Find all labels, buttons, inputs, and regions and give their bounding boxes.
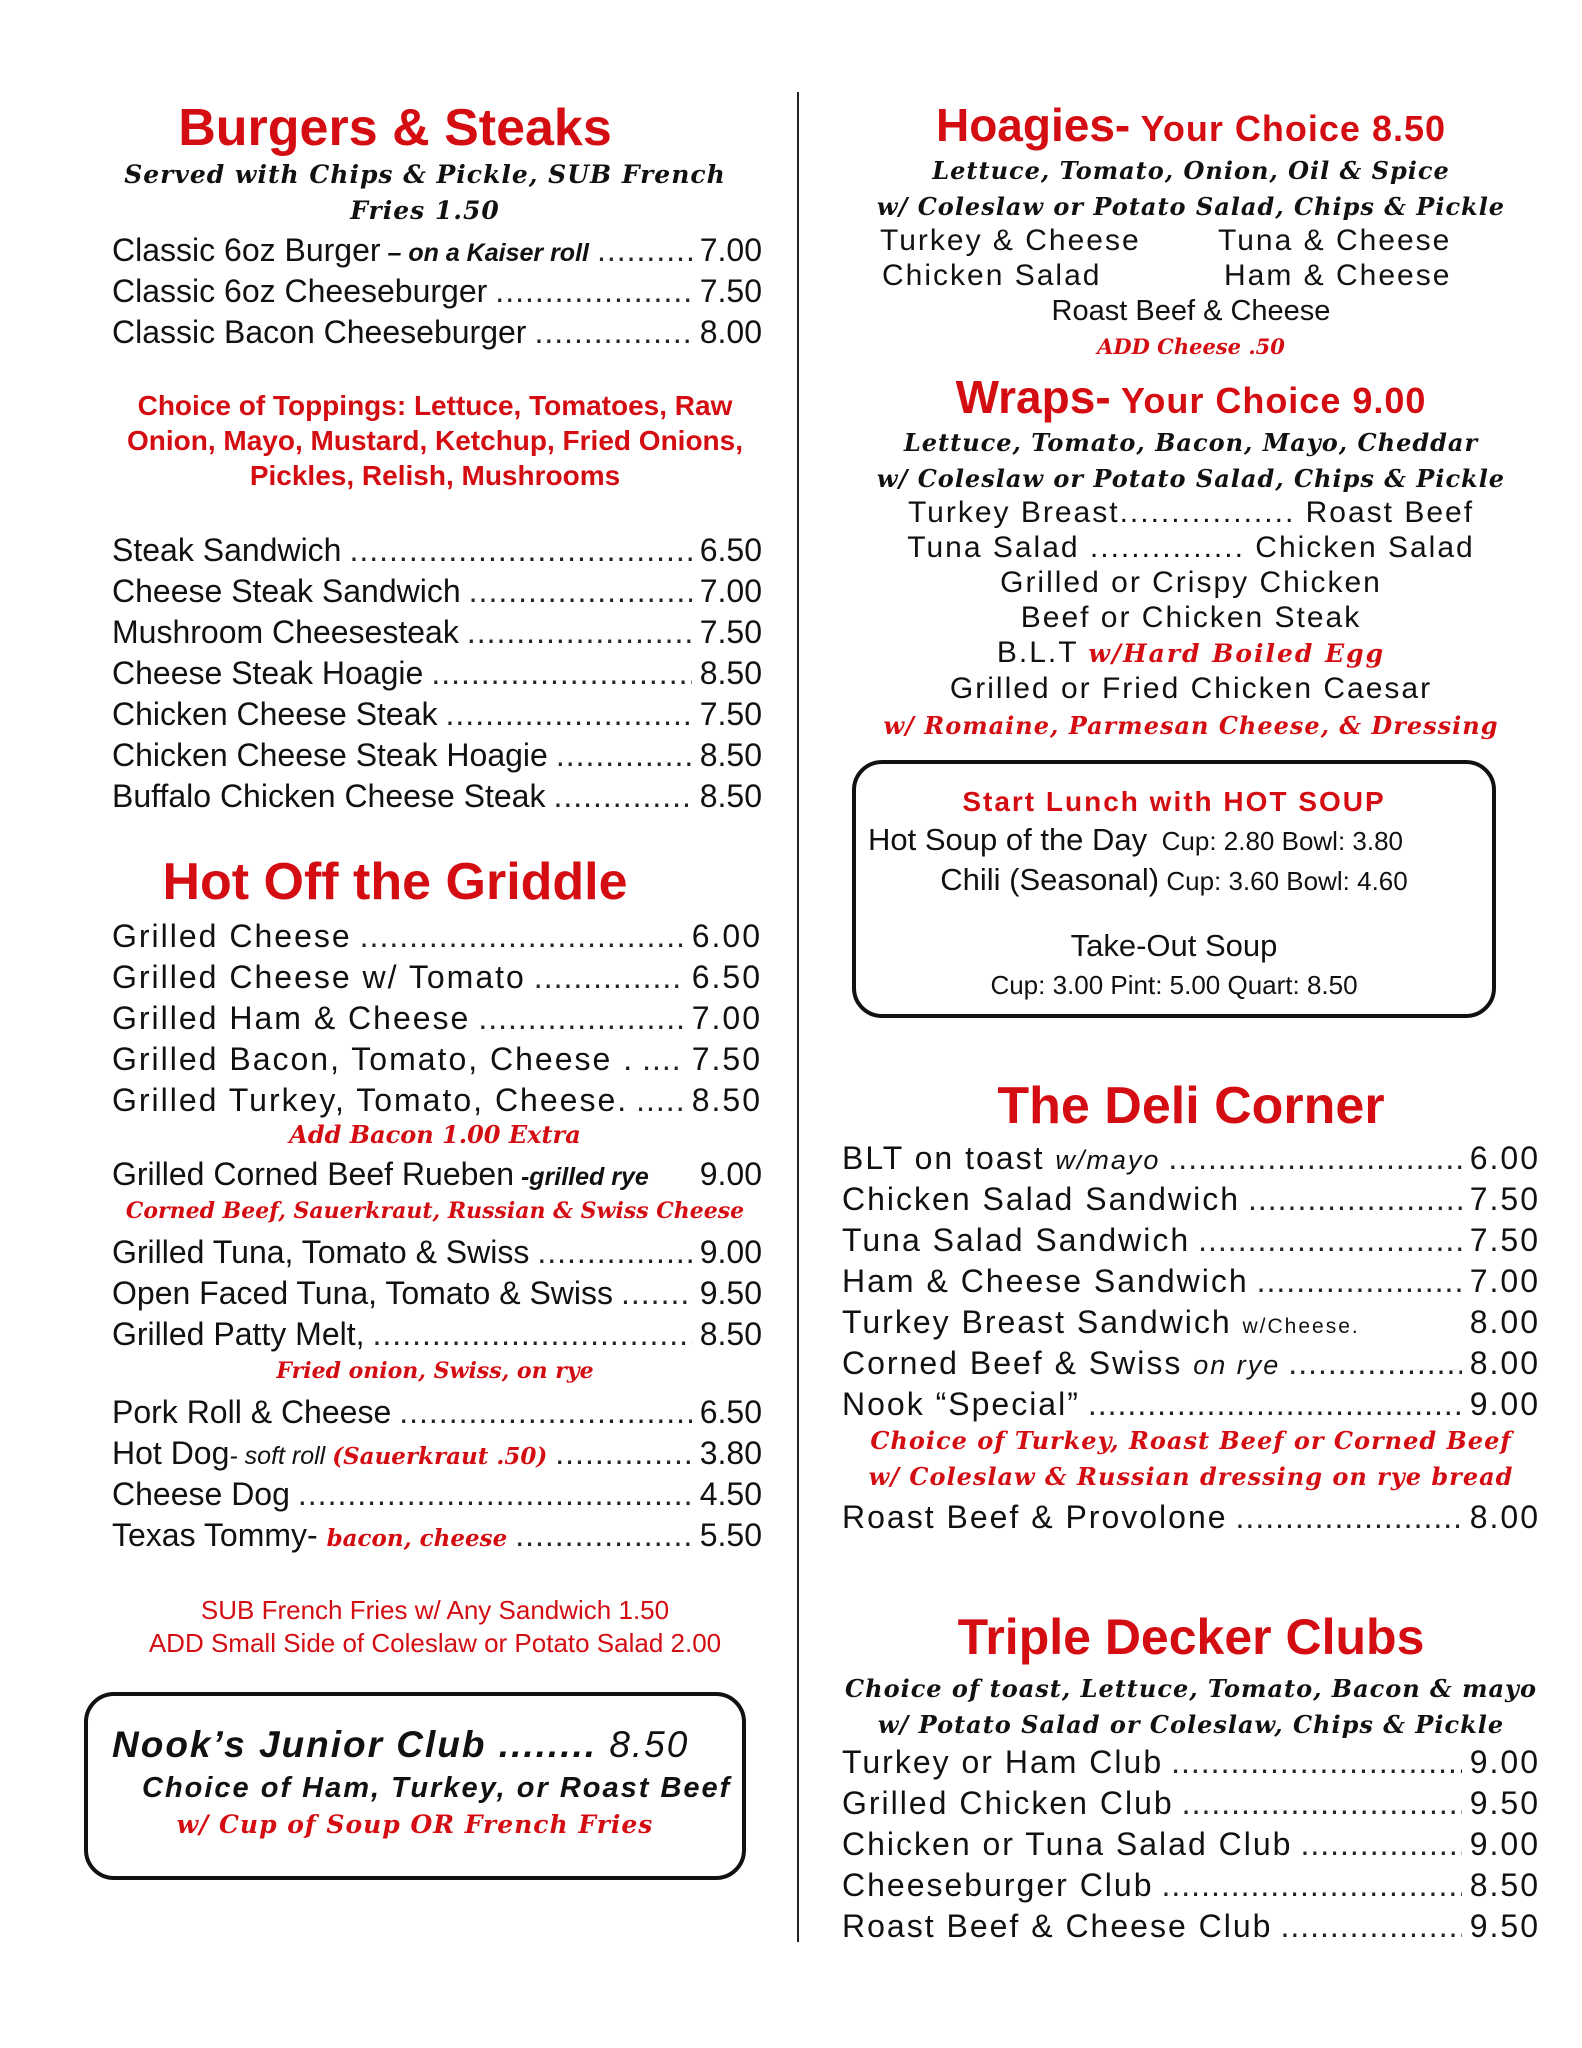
menu-item: Chicken or Tuna Salad Club ..... 9.00 (842, 1826, 1540, 1863)
menu-item: Open Faced Tuna, Tomato & Swiss ..... 9.50 (112, 1275, 762, 1312)
hoagie-turkey-cheese: Turkey & Cheese (880, 224, 1141, 257)
wrap-row-6: Grilled or Fried Chicken Caesar (949, 672, 1433, 705)
menu-item: Grilled Bacon, Tomato, Cheese . ..... 7.50 (112, 1041, 762, 1078)
menu-item: Grilled Patty Melt, ..... 8.50 (112, 1316, 762, 1353)
menu-item: Classic 6oz Burger – on a Kaiser roll ..... 7.00 (112, 232, 762, 269)
hoagie-add-cheese: ADD Cheese .50 (1097, 334, 1285, 359)
column-divider (797, 92, 799, 1942)
wrap-row-2: Tuna Salad ............... Chicken Salad (907, 531, 1475, 564)
rueben-note: Corned Beef, Sauerkraut, Russian & Swiss Cheese (125, 1198, 745, 1224)
chili-seasonal: Chili (Seasonal) Cup: 3.60 Bowl: 4.60 (940, 862, 1408, 897)
soup-box (852, 760, 1496, 1018)
special-note-1: Choice of Turkey, Roast Beef or Corned Beef (870, 1426, 1512, 1455)
soup-of-day: Hot Soup of the Day Cup: 2.80 Bowl: 3.80 (868, 822, 1404, 857)
menu-item: Grilled Corned Beef Rueben -grilled rye 9.00 (112, 1156, 762, 1192)
junior-club-title: Nook’s Junior Club ........ 8.50 (112, 1724, 690, 1765)
menu-item: Texas Tommy- bacon, cheese ..... 5.50 (112, 1517, 762, 1554)
menu-item: Cheese Steak Sandwich ..... 7.00 (112, 573, 762, 610)
menu-item: Roast Beef & Cheese Club ..... 9.50 (842, 1908, 1540, 1945)
burgers-subtitle-1: Served with Chips & Pickle, SUB French (124, 160, 726, 189)
menu-item: Grilled Ham & Cheese ..... 7.00 (112, 1000, 762, 1037)
menu-item: Chicken Salad Sandwich ..... 7.50 (842, 1181, 1540, 1218)
junior-club-choice: Choice of Ham, Turkey, or Roast Beef (142, 1772, 732, 1804)
menu-item: Hot Dog- soft roll (Sauerkraut .50) ..... 3.80 (112, 1435, 762, 1472)
menu-item: Steak Sandwich ..... 6.50 (112, 532, 762, 569)
patty-melt-note: Fried onion, Swiss, on rye (276, 1358, 594, 1384)
menu-item: Nook “Special” ..... 9.00 (842, 1386, 1540, 1423)
menu-item: Mushroom Cheesesteak ..... 7.50 (112, 614, 762, 651)
menu-item: Grilled Turkey, Tomato, Cheese. ..... 8.50 (112, 1082, 762, 1119)
wrap-row-3: Grilled or Crispy Chicken (1000, 566, 1382, 599)
takeout-soup-prices: Cup: 3.00 Pint: 5.00 Quart: 8.50 (990, 970, 1358, 1000)
menu-item: Corned Beef & Swiss on rye ..... 8.00 (842, 1345, 1540, 1382)
deli-title: The Deli Corner (997, 1077, 1385, 1135)
clubs-subtitle-2: w/ Potato Salad or Coleslaw, Chips & Pickle (877, 1710, 1505, 1739)
menu-item: Tuna Salad Sandwich ..... 7.50 (842, 1222, 1540, 1259)
clubs-title: Triple Decker Clubs (957, 1609, 1425, 1665)
menu-item: Grilled Tuna, Tomato & Swiss ..... 9.00 (112, 1234, 762, 1271)
toppings-line-1: Choice of Toppings: Lettuce, Tomatoes, Raw (137, 390, 733, 421)
menu-item: Grilled Cheese ..... 6.00 (112, 918, 762, 955)
hoagies-subtitle-1: Lettuce, Tomato, Onion, Oil & Spice (932, 156, 1450, 185)
hoagie-ham-cheese: Ham & Cheese (1224, 259, 1452, 292)
clubs-subtitle-1: Choice of toast, Lettuce, Tomato, Bacon & mayo (845, 1674, 1537, 1703)
wrap-row-4: Beef or Chicken Steak (1020, 601, 1362, 634)
menu-item: Grilled Chicken Club ..... 9.50 (842, 1785, 1540, 1822)
toppings-line-2: Onion, Mayo, Mustard, Ketchup, Fried Onions, (126, 425, 744, 456)
hoagie-chicken-salad: Chicken Salad (882, 259, 1102, 292)
menu-item: Classic Bacon Cheeseburger ..... 8.00 (112, 314, 762, 351)
junior-club-box (84, 1692, 746, 1880)
menu-item: Turkey Breast Sandwich w/Cheese. 8.00 (842, 1304, 1540, 1340)
wraps-subtitle-1: Lettuce, Tomato, Bacon, Mayo, Cheddar (903, 428, 1479, 457)
sides-line-2: ADD Small Side of Coleslaw or Potato Salad 2.00 (148, 1628, 722, 1658)
menu-item: Pork Roll & Cheese ..... 6.50 (112, 1394, 762, 1431)
burgers-title: Burgers & Steaks (178, 99, 612, 157)
item-note: -grilled rye (514, 1163, 649, 1191)
menu-item: Roast Beef & Provolone ..... 8.00 (842, 1499, 1540, 1536)
menu-item: Buffalo Chicken Cheese Steak ..... 8.50 (112, 778, 762, 815)
soup-heading: Start Lunch with HOT SOUP (962, 786, 1386, 817)
wrap-row-1: Turkey Breast................. Roast Beef (907, 496, 1475, 529)
hoagie-tuna-cheese: Tuna & Cheese (1218, 224, 1452, 257)
menu-item: Ham & Cheese Sandwich ..... 7.00 (842, 1263, 1540, 1300)
menu-item: Chicken Cheese Steak ..... 7.50 (112, 696, 762, 733)
sides-line-1: SUB French Fries w/ Any Sandwich 1.50 (200, 1595, 670, 1625)
wrap-caesar-note: w/ Romaine, Parmesan Cheese, & Dressing (883, 711, 1499, 740)
menu-item: Classic 6oz Cheeseburger ..... 7.50 (112, 273, 762, 310)
menu-item: BLT on toast w/mayo ..... 6.00 (842, 1140, 1540, 1177)
hoagie-roast-beef-cheese: Roast Beef & Cheese (1051, 295, 1331, 327)
hoagies-title: Hoagies- Your Choice 8.50 (935, 99, 1447, 151)
special-note-2: w/ Coleslaw & Russian dressing on rye bread (868, 1462, 1514, 1491)
takeout-soup-title: Take-Out Soup (1070, 928, 1278, 963)
wrap-row-5: B.L.T w/Hard Boiled Egg (996, 636, 1386, 669)
menu-item: Turkey or Ham Club ..... 9.00 (842, 1744, 1540, 1781)
griddle-title: Hot Off the Griddle (162, 853, 628, 911)
junior-club-note: w/ Cup of Soup OR French Fries (176, 1810, 654, 1839)
menu-item: Grilled Cheese w/ Tomato ..... 6.50 (112, 959, 762, 996)
menu-item: Chicken Cheese Steak Hoagie ..... 8.50 (112, 737, 762, 774)
wraps-subtitle-2: w/ Coleslaw or Potato Salad, Chips & Pickle (876, 464, 1506, 493)
menu-item: Cheese Steak Hoagie ..... 8.50 (112, 655, 762, 692)
toppings-line-3: Pickles, Relish, Mushrooms (249, 460, 621, 491)
add-bacon-note: Add Bacon 1.00 Extra (289, 1120, 581, 1149)
item-note: – on a Kaiser roll (380, 239, 589, 267)
wraps-title: Wraps- Your Choice 9.00 (955, 371, 1427, 423)
menu-item: Cheese Dog ..... 4.50 (112, 1476, 762, 1513)
hoagies-subtitle-2: w/ Coleslaw or Potato Salad, Chips & Pickle (876, 192, 1506, 221)
menu-item: Cheeseburger Club ..... 8.50 (842, 1867, 1540, 1904)
burgers-subtitle-2: Fries 1.50 (350, 196, 500, 225)
